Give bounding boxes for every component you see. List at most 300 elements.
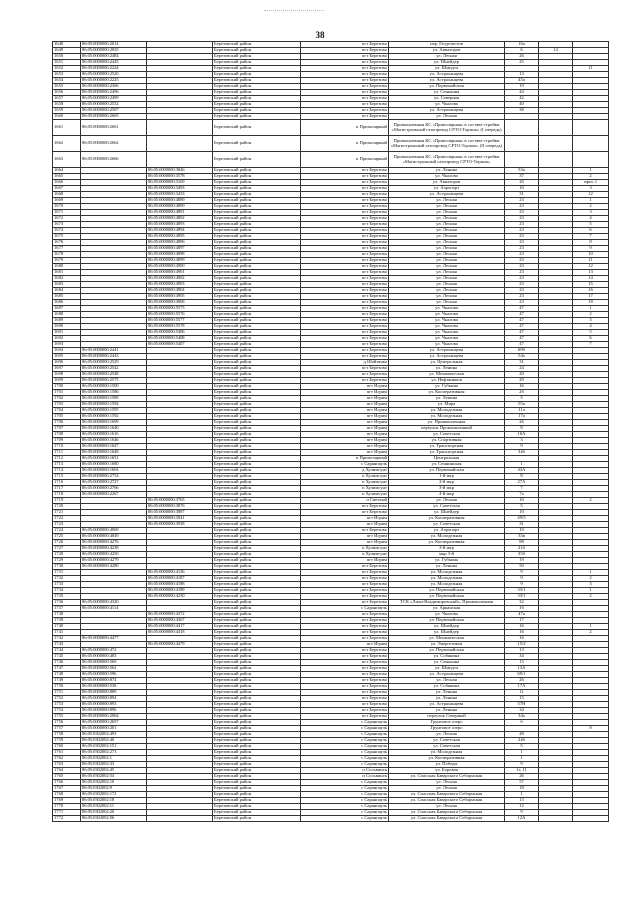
cadastral-number-building: 86:05:0000000:1646: [81, 438, 147, 444]
street-cell: Грунтовое озеро: [389, 726, 505, 732]
settlement-cell: с Саранпауль: [301, 750, 389, 756]
district-cell: Березовский район: [213, 270, 301, 276]
district-cell: Березовский район: [213, 60, 301, 66]
flat-cell: [539, 120, 573, 136]
settlement-cell: пгт Березово: [301, 318, 389, 324]
cadastral-number-building: 86:05:0000000:874: [81, 678, 147, 684]
settlement-cell: пгт Игрим: [301, 438, 389, 444]
cadastral-number-building: 86:05:0000000:2657: [81, 720, 147, 726]
row-index: 1687: [53, 306, 81, 312]
settlement-cell: с Саранпауль: [301, 462, 389, 468]
row-index: 1698: [53, 372, 81, 378]
cadastral-number-premises: 86:05:0000000:3887: [147, 510, 213, 516]
flat-cell: [539, 816, 573, 822]
room-cell: 7: [573, 234, 609, 240]
settlement-cell: пгт Игрим: [301, 450, 389, 456]
settlement-cell: пгт Березово: [301, 306, 389, 312]
street-cell: ул. Лесная: [389, 276, 505, 282]
room-cell: 17: [573, 294, 609, 300]
street-cell: ул. Транспортная: [389, 444, 505, 450]
row-index: 1648: [53, 42, 81, 48]
page-number: 38: [315, 30, 325, 40]
room-cell: 1: [573, 198, 609, 204]
row-index: 1709: [53, 438, 81, 444]
district-cell: Березовский район: [213, 756, 301, 762]
street-cell: ул. Шнейдер: [389, 510, 505, 516]
settlement-cell: пгт Березово: [301, 612, 389, 618]
cadastral-number-premises: 86:05:0000000:3493: [147, 186, 213, 192]
street-cell: 2-й мкр: [389, 480, 505, 486]
settlement-cell: пгт Березово: [301, 246, 389, 252]
cadastral-number-premises: [147, 120, 213, 136]
settlement-cell: пгт Березово: [301, 594, 389, 600]
street-cell: Промышленная КС «Приполярная» в составе стройки «Магистральный газопровод СРТО-Торжок» (I очередь): [389, 120, 505, 136]
house-cell: 6: [505, 48, 539, 54]
house-cell: 34б: [505, 450, 539, 456]
house-cell: 16а: [505, 42, 539, 48]
cadastral-number-premises: 86:05:0000000:4893: [147, 222, 213, 228]
district-cell: Березовский район: [213, 378, 301, 384]
settlement-cell: п Приполярный: [301, 152, 389, 168]
district-cell: Березовский район: [213, 786, 301, 792]
row-index: 1705: [53, 414, 81, 420]
row-index: 1656: [53, 90, 81, 96]
row-index: 1674: [53, 228, 81, 234]
settlement-cell: пгт Березово: [301, 186, 389, 192]
house-cell: 17а: [505, 414, 539, 420]
house-cell: 47: [505, 318, 539, 324]
cadastral-number-building: 86:05:0000000:2025: [81, 48, 147, 54]
district-cell: Березовский район: [213, 810, 301, 816]
settlement-cell: пгт Березово: [301, 204, 389, 210]
street-cell: ул. Авиаторов: [389, 48, 505, 54]
house-cell: 8: [505, 474, 539, 480]
district-cell: Березовский район: [213, 522, 301, 528]
house-cell: 3: [505, 438, 539, 444]
settlement-cell: пгт Березово: [301, 228, 389, 234]
district-cell: Березовский район: [213, 708, 301, 714]
settlement-cell: пгт Березово: [301, 588, 389, 594]
cadastral-number-building: 86:05:0000000:4238: [81, 546, 147, 552]
cadastral-number-building: 86:05:0000000:4280: [81, 564, 147, 570]
district-cell: Березовский район: [213, 210, 301, 216]
house-cell: 44: [505, 90, 539, 96]
district-cell: Березовский район: [213, 432, 301, 438]
district-cell: Березовский район: [213, 474, 301, 480]
cadastral-number-premises: 86:05:0000000:3846: [147, 168, 213, 174]
room-cell: офис 1: [573, 180, 609, 186]
street-cell: Промышленная КС «Приполярная» в составе стройки «Магистральный газопровод СРТО-Торжок»: [389, 152, 505, 168]
cadastral-number-building: 86:05:0000000:2661: [81, 120, 147, 136]
street-cell: ул. Арканская: [389, 606, 505, 612]
cadastral-number-building: 86:05:0000000:2366: [81, 84, 147, 90]
house-cell: 13: [505, 798, 539, 804]
house-cell: 31: [505, 192, 539, 198]
row-index: 1707: [53, 426, 81, 432]
row-index: 1756: [53, 720, 81, 726]
district-cell: Березовский район: [213, 642, 301, 648]
district-cell: Березовский район: [213, 366, 301, 372]
row-index: 1753: [53, 702, 81, 708]
district-cell: Березовский район: [213, 774, 301, 780]
street-cell: ул. Лесная: [389, 234, 505, 240]
row-index: 1717: [53, 486, 81, 492]
house-cell: 23: [505, 246, 539, 252]
cadastral-number-premises: 86:05:0000000:4417: [147, 624, 213, 630]
row-index: 1751: [53, 690, 81, 696]
cadastral-number-premises: 86:05:0000000:4901: [147, 270, 213, 276]
district-cell: Березовский район: [213, 450, 301, 456]
house-cell: 25: [505, 60, 539, 66]
settlement-cell: пгт Березово: [301, 714, 389, 720]
row-index: 1657: [53, 96, 81, 102]
district-cell: Березовский район: [213, 720, 301, 726]
house-cell: 15: [505, 696, 539, 702]
district-cell: Березовский район: [213, 612, 301, 618]
row-index: 1650: [53, 54, 81, 60]
settlement-cell: пгт Березово: [301, 660, 389, 666]
district-cell: Березовский район: [213, 576, 301, 582]
cadastral-number-premises: 86:05:0000000:4889: [147, 198, 213, 204]
cadastral-number-building: 86:05:0000000:1592: [81, 414, 147, 420]
street-cell: ул. Ленина: [389, 168, 505, 174]
row-index: 1738: [53, 612, 81, 618]
settlement-cell: пгт Березово: [301, 708, 389, 714]
cadastral-number-building: 86:05:0000000:2499: [81, 96, 147, 102]
street-cell: ул. Центральная: [389, 360, 505, 366]
district-cell: Березовский район: [213, 678, 301, 684]
cadastral-number-building: 86:05:0000000:1586: [81, 390, 147, 396]
house-cell: 23: [505, 294, 539, 300]
cadastral-number-building: 86:05:0000000:2004: [81, 714, 147, 720]
settlement-cell: пгт Березово: [301, 654, 389, 660]
house-cell: 29: [505, 378, 539, 384]
street-cell: ул. Первомайская: [389, 84, 505, 90]
house-cell: 23: [505, 276, 539, 282]
settlement-cell: пгт Березово: [301, 48, 389, 54]
street-cell: ул. Лесная: [389, 780, 505, 786]
cadastral-number-building: 86:05:0000000:4276: [81, 540, 147, 546]
settlement-cell: пгт Березово: [301, 342, 389, 348]
cadastral-number-building: 86:05:0000000:2224: [81, 66, 147, 72]
room-cell: 12: [573, 264, 609, 270]
cadastral-number-premises: 86:05:0000000:4189: [147, 588, 213, 594]
cadastral-number-building: 86:05:0000000:896: [81, 708, 147, 714]
house-cell: 20: [505, 372, 539, 378]
settlement-cell: пгт Игрим: [301, 444, 389, 450]
street-cell: ул. Промышленная: [389, 420, 505, 426]
cadastral-number-building: 86:05:0000000:2727: [81, 480, 147, 486]
row-index: 1699: [53, 378, 81, 384]
cadastral-number-building: 86:05:0000000:4250: [81, 552, 147, 558]
row-index: 1658: [53, 102, 81, 108]
cadastral-number-building: 86:05:0000000:2225: [81, 78, 147, 84]
row-index: 1714: [53, 468, 81, 474]
row-index: 1735: [53, 594, 81, 600]
district-cell: Березовский район: [213, 546, 301, 552]
cadastral-number-premises: 86:05:0000000:5408: [147, 336, 213, 342]
district-cell: Березовский район: [213, 360, 301, 366]
settlement-cell: пгт Березово: [301, 96, 389, 102]
cadastral-number-building: 86:05:0000000:569: [81, 660, 147, 666]
room-cell: 7: [573, 342, 609, 348]
street-cell: ул. Астраханцева: [389, 354, 505, 360]
house-cell: 34: [505, 708, 539, 714]
cadastral-number-building: 86:05:0000000:1616: [81, 432, 147, 438]
cadastral-number-premises: 86:05:0000000:4372: [147, 612, 213, 618]
district-cell: Березовский район: [213, 648, 301, 654]
settlement-cell: пгт Березово: [301, 174, 389, 180]
cadastral-number-premises: 86:05:0000000:4136: [147, 570, 213, 576]
street-cell: ул. Молодежная: [389, 582, 505, 588]
settlement-cell: с Саранпауль: [301, 738, 389, 744]
cadastral-number-premises: 86:05:0000000:4230: [147, 594, 213, 600]
house-cell: 16: [505, 384, 539, 390]
district-cell: Березовский район: [213, 462, 301, 468]
settlement-cell: п Хулимсунт: [301, 492, 389, 498]
house-cell: 23: [505, 240, 539, 246]
street-cell: ул. Лесная: [389, 228, 505, 234]
cadastral-number-premises: 86:05:0000000:3765: [147, 498, 213, 504]
cadastral-number-building: 86:05:0000000:1589: [81, 396, 147, 402]
settlement-cell: пгт Березово: [301, 576, 389, 582]
row-index: 1673: [53, 222, 81, 228]
settlement-cell: пгт Игрим: [301, 426, 389, 432]
cadastral-number-building: 86:05:0000000:1647: [81, 444, 147, 450]
row-index: 1692: [53, 336, 81, 342]
district-cell: Березовский район: [213, 396, 301, 402]
house-cell: 9: [505, 570, 539, 576]
room-cell: 11: [573, 66, 609, 72]
cadastral-number-premises: 86:05:0000000:4188: [147, 582, 213, 588]
house-cell: 24: [505, 366, 539, 372]
street-cell: ул. Первомайская: [389, 588, 505, 594]
house-cell: 37: [505, 174, 539, 180]
settlement-cell: с Саранпауль: [301, 804, 389, 810]
street-cell: ул. Лесная: [389, 498, 505, 504]
house-cell: 16: [505, 630, 539, 636]
row-index: 1704: [53, 408, 81, 414]
cadastral-number-building: 86:05:0000000:2532: [81, 102, 147, 108]
cadastral-number-building: 86:05:0000000:1648: [81, 450, 147, 456]
cadastral-number-building: 86:05:0000000:1500: [81, 384, 147, 390]
house-cell: 1г, 11: [505, 768, 539, 774]
room-cell: 5: [573, 330, 609, 336]
district-cell: Березовский район: [213, 732, 301, 738]
district-cell: Березовский район: [213, 102, 301, 108]
street-cell: ул. Астраханцева: [389, 702, 505, 708]
row-index: 1712: [53, 456, 81, 462]
settlement-cell: пгт Березово: [301, 684, 389, 690]
row-index: 1766: [53, 780, 81, 786]
district-cell: Березовский район: [213, 120, 301, 136]
row-index: 1761: [53, 750, 81, 756]
cadastral-number-building: 86:05:0000000:2014: [81, 42, 147, 48]
row-index: 1759: [53, 738, 81, 744]
row-index: 1750: [53, 684, 81, 690]
house-cell: 20: [505, 180, 539, 186]
house-cell: 23: [505, 204, 539, 210]
settlement-cell: пгт Игрим: [301, 540, 389, 546]
street-cell: ул. Ленина: [389, 564, 505, 570]
street-cell: ул. Первомайская: [389, 468, 505, 474]
room-cell: [573, 152, 609, 168]
settlement-cell: пгт Игрим: [301, 402, 389, 408]
house-cell: 13: [505, 72, 539, 78]
settlement-cell: пгт Березово: [301, 276, 389, 282]
room-cell: 3: [573, 318, 609, 324]
room-cell: 15: [573, 282, 609, 288]
street-cell: ул. Аэропорт: [389, 186, 505, 192]
house-cell: 2б: [505, 390, 539, 396]
settlement-cell: п Хулимсунт: [301, 474, 389, 480]
settlement-cell: пгт Березово: [301, 66, 389, 72]
settlement-cell: с Саранпауль: [301, 720, 389, 726]
settlement-cell: с Саранпауль: [301, 792, 389, 798]
cadastral-number-premises: 86:05:0000000:5577: [147, 318, 213, 324]
house-cell: 9: [505, 582, 539, 588]
room-cell: [573, 816, 609, 822]
house-cell: 23: [505, 258, 539, 264]
settlement-cell: пгт Игрим: [301, 522, 389, 528]
settlement-cell: пгт Березово: [301, 678, 389, 684]
street-cell: ул. Лесная: [389, 678, 505, 684]
room-cell: 6: [573, 228, 609, 234]
row-index: 1718: [53, 492, 81, 498]
house-cell: 10: [505, 528, 539, 534]
district-cell: Березовский район: [213, 744, 301, 750]
cadastral-number-building: 86:05:0000000:889: [81, 690, 147, 696]
settlement-cell: пгт Березово: [301, 564, 389, 570]
street-cell: ул. Лесная: [389, 54, 505, 60]
room-cell: 8: [573, 240, 609, 246]
cadastral-number-premises: 86:05:0000000:4418: [147, 630, 213, 636]
row-index: 1671: [53, 210, 81, 216]
row-index: 1664: [53, 168, 81, 174]
district-cell: Березовский район: [213, 510, 301, 516]
street-cell: ул. Астраханцева: [389, 72, 505, 78]
house-cell: 17А: [505, 684, 539, 690]
district-cell: Березовский район: [213, 690, 301, 696]
cadastral-number-building: 86:05:0302002:151: [81, 744, 147, 750]
settlement-cell: пгт Березово: [301, 696, 389, 702]
street-cell: переулок Промышленный: [389, 426, 505, 432]
settlement-cell: пгт Игрим: [301, 384, 389, 390]
street-cell: ул. Лесная: [389, 240, 505, 246]
cadastral-number-building: 86:05:0000000:2529: [81, 360, 147, 366]
street-cell: ул. Губкина: [389, 558, 505, 564]
settlement-cell: пгт Игрим: [301, 642, 389, 648]
street-cell: ул. Астраханцева: [389, 192, 505, 198]
row-index: 1688: [53, 312, 81, 318]
row-index: 1679: [53, 258, 81, 264]
street-cell: ул. Механическая: [389, 636, 505, 642]
district-cell: Березовский район: [213, 414, 301, 420]
house-cell: [505, 152, 539, 168]
row-index: 1696: [53, 360, 81, 366]
cadastral-number-premises: 86:05:0000000:3433: [147, 192, 213, 198]
settlement-cell: пгт Березово: [301, 72, 389, 78]
row-index: 1665: [53, 174, 81, 180]
street-cell: ул. Лесная: [389, 270, 505, 276]
house-cell: 34: [505, 654, 539, 660]
district-cell: Березовский район: [213, 654, 301, 660]
cadastral-number-building: 86:05:0000000:483: [81, 654, 147, 660]
room-cell: 3: [573, 186, 609, 192]
settlement-cell: пгт Игрим: [301, 558, 389, 564]
district-cell: Березовский район: [213, 152, 301, 168]
house-cell: 47а: [505, 612, 539, 618]
settlement-cell: пгт Березово: [301, 672, 389, 678]
settlement-cell: п Хулимсунт: [301, 480, 389, 486]
house-cell: 33/1: [505, 594, 539, 600]
cadastral-number-building: 86:05:0000000:4069: [81, 528, 147, 534]
row-index: 1660: [53, 114, 81, 120]
settlement-cell: пгт Березово: [301, 648, 389, 654]
cadastral-number-building: 86:05:0000000:472: [81, 648, 147, 654]
table-row: [53, 136, 609, 152]
row-index: 1689: [53, 318, 81, 324]
settlement-cell: п Хулимсунт: [301, 546, 389, 552]
house-cell: 31: [505, 360, 539, 366]
district-cell: Березовский район: [213, 66, 301, 72]
flat-cell: [539, 136, 573, 152]
house-cell: б: [505, 720, 539, 726]
street-cell: 1-й мкр: [389, 474, 505, 480]
room-cell: 2: [573, 312, 609, 318]
house-cell: 5: [505, 504, 539, 510]
row-index: 1719: [53, 498, 81, 504]
cadastral-number-building: 86:05:0000000:2484: [81, 54, 147, 60]
house-cell: 8: [505, 426, 539, 432]
house-cell: 7: [505, 486, 539, 492]
street-cell: ул. Ленина: [389, 690, 505, 696]
street-cell: ул. Лесная: [389, 246, 505, 252]
house-cell: 42: [505, 96, 539, 102]
district-cell: Березовский район: [213, 426, 301, 432]
district-cell: Березовский район: [213, 48, 301, 54]
street-cell: ул. Лесная: [389, 252, 505, 258]
settlement-cell: пгт Березово: [301, 570, 389, 576]
row-index: 1700: [53, 384, 81, 390]
district-cell: Березовский район: [213, 136, 301, 152]
cadastral-number-building: 86:05:0302002:20: [81, 810, 147, 816]
house-cell: 47: [505, 336, 539, 342]
table-row: [53, 152, 609, 168]
settlement-cell: пгт Березово: [301, 168, 389, 174]
row-index: 1721: [53, 510, 81, 516]
district-cell: Березовский район: [213, 480, 301, 486]
row-index: 1733: [53, 582, 81, 588]
street-cell: мкр 3-й: [389, 552, 505, 558]
settlement-cell: пгт Березово: [301, 90, 389, 96]
row-index: 1691: [53, 330, 81, 336]
district-cell: Березовский район: [213, 78, 301, 84]
settlement-cell: пгт Игрим: [301, 396, 389, 402]
house-cell: 11: [505, 690, 539, 696]
house-cell: 23: [505, 210, 539, 216]
room-cell: 2: [573, 204, 609, 210]
settlement-cell: пгт Березово: [301, 324, 389, 330]
district-cell: Березовский район: [213, 528, 301, 534]
row-index: 1668: [53, 192, 81, 198]
settlement-cell: пгт Березово: [301, 288, 389, 294]
district-cell: Березовский район: [213, 486, 301, 492]
street-cell: Грунтовое озеро: [389, 720, 505, 726]
district-cell: Березовский район: [213, 276, 301, 282]
street-cell: ул. Спасская Баварского Себорнская: [389, 816, 505, 822]
street-cell: ул. Лесная: [389, 288, 505, 294]
